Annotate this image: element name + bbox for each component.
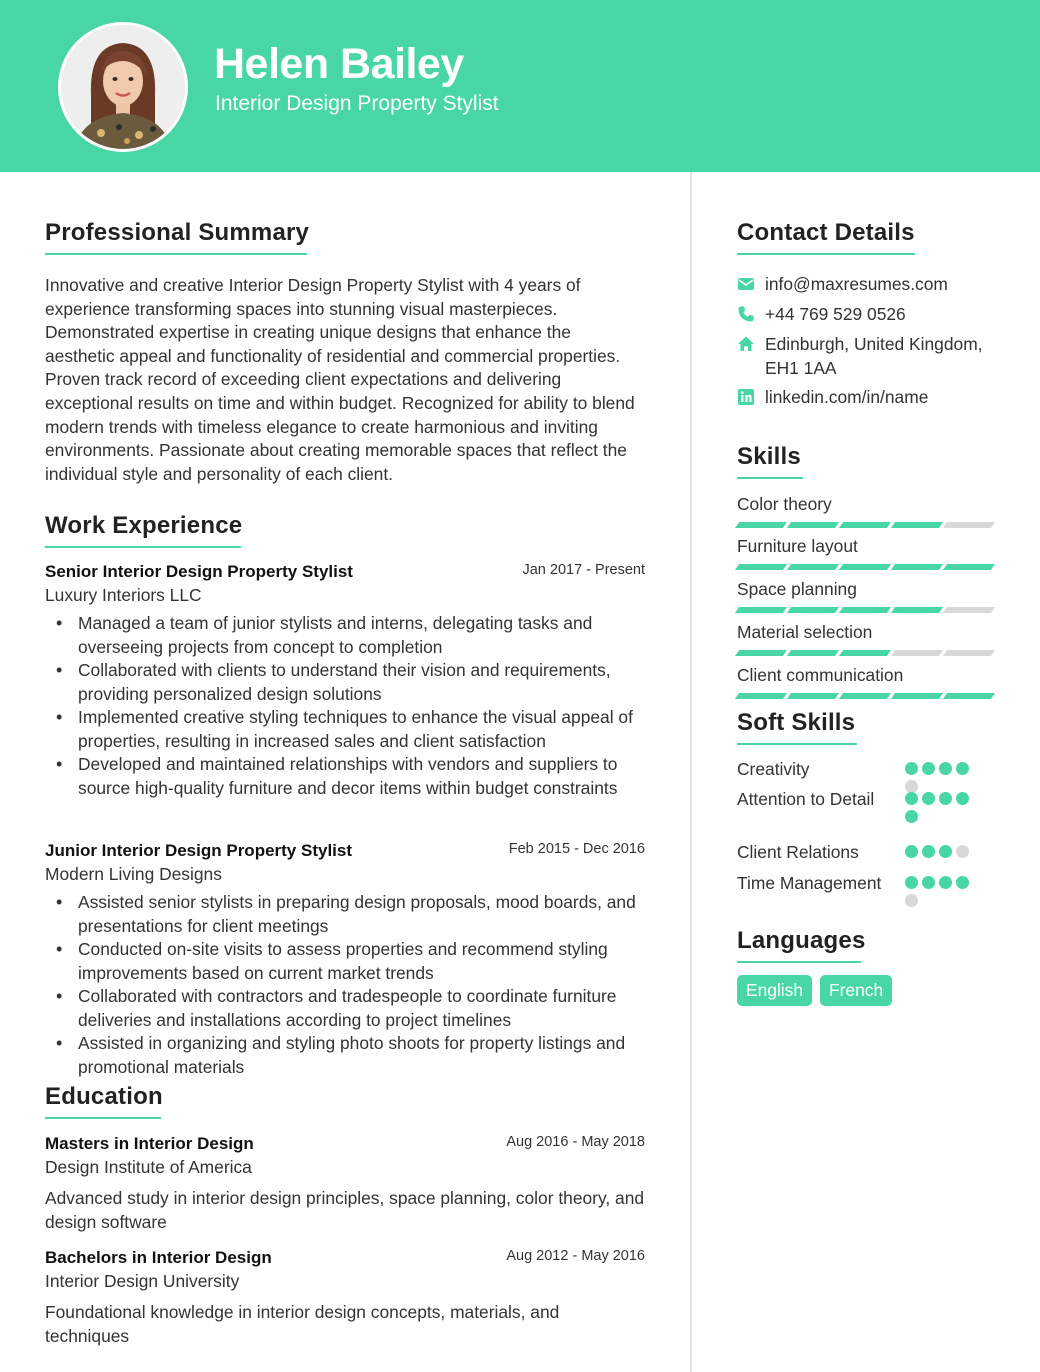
skill-item	[737, 622, 993, 656]
soft-skill-rating	[905, 792, 985, 828]
school-name: Interior Design University	[45, 1271, 240, 1291]
job-bullet: • Conducted on-site visits to assess properties and recommend styling improvements based on current market trends	[45, 938, 645, 985]
rating-dot	[905, 845, 918, 858]
skill-level-segment	[839, 564, 891, 570]
email-icon	[737, 275, 755, 293]
summary-heading: Professional Summary	[45, 219, 309, 255]
job-title: Junior Interior Design Property Stylist	[45, 841, 353, 860]
job-bullet: • Managed a team of junior stylists and interns, delegating tasks and overseeing projects from concept to completion	[45, 612, 645, 659]
job-entry	[45, 841, 645, 1079]
soft-skills-heading: Soft Skills	[737, 709, 857, 745]
degree-description: Foundational knowledge in interior design concepts, materials, and techniques	[45, 1302, 560, 1346]
soft-skill-item	[737, 758, 997, 781]
soft-skill-item	[737, 788, 997, 811]
skill-level-segment	[839, 693, 891, 699]
school-name: Design Institute of America	[45, 1157, 252, 1177]
degree-title: Masters in Interior Design	[45, 1134, 254, 1153]
resume-header	[0, 0, 1040, 172]
contact-address: Edinburgh, United Kingdom, EH1 1AA	[737, 333, 1007, 380]
skill-item	[737, 665, 993, 699]
skill-item	[737, 494, 993, 528]
profile-photo	[58, 22, 188, 152]
skill-level-segment	[839, 522, 891, 528]
skill-level-segment	[787, 650, 839, 656]
summary-text: Innovative and creative Interior Design Property Stylist with 4 years of experience transforming spaces into stunning visual masterpieces. Demonstrated expertise in creating unique designs that enhance the aesthetic appeal and functionality of residential and commercial properties. Proven track record of exceeding client expectations and delivering exceptional results on time and within budget. Recognized for ability to blend modern trends with timeless elegance to create harmonious and inviting environments. Passionate about creating memorable spaces that reflect the individual style and personality of each client.	[45, 275, 635, 484]
skill-level-segment	[943, 693, 995, 699]
education-entry	[45, 1134, 645, 1234]
skill-level-bar	[737, 607, 993, 613]
skill-level-segment	[735, 693, 787, 699]
rating-dot	[956, 792, 969, 805]
rating-dot	[922, 876, 935, 889]
skill-level-segment	[735, 522, 787, 528]
soft-skill-name: Creativity	[737, 759, 810, 779]
rating-dot	[905, 810, 918, 823]
rating-dot	[905, 876, 918, 889]
soft-skill-item	[737, 841, 997, 864]
skill-level-segment	[787, 607, 839, 613]
degree-date: Aug 2012 - May 2016	[506, 1248, 645, 1264]
skill-level-segment	[943, 522, 995, 528]
job-date: Jan 2017 - Present	[522, 562, 645, 578]
soft-skill-name: Client Relations	[737, 842, 859, 862]
skill-level-segment	[891, 607, 943, 613]
experience-heading: Work Experience	[45, 512, 242, 548]
skill-level-bar	[737, 650, 993, 656]
phone-icon	[737, 305, 755, 323]
skill-name: Color theory	[737, 494, 832, 514]
language-badge: English	[737, 975, 812, 1006]
rating-dot	[939, 762, 952, 775]
skill-name: Furniture layout	[737, 536, 858, 556]
skill-name: Material selection	[737, 622, 873, 642]
skill-level-segment	[839, 607, 891, 613]
rating-dot	[922, 845, 935, 858]
job-entry	[45, 562, 645, 800]
rating-dot	[956, 762, 969, 775]
linkedin-icon	[737, 388, 755, 406]
skill-level-bar	[737, 693, 993, 699]
contact-email[interactable]: info@maxresumes.com	[737, 273, 1007, 297]
job-date: Feb 2015 - Dec 2016	[508, 841, 645, 857]
skill-item	[737, 579, 993, 613]
job-bullet: • Assisted in organizing and styling photo shoots for property listings and promotional materials	[45, 1032, 645, 1079]
soft-skill-rating	[905, 876, 985, 912]
job-bullets	[45, 612, 645, 800]
rating-dot	[956, 845, 969, 858]
degree-date: Aug 2016 - May 2018	[506, 1134, 645, 1150]
contact-phone[interactable]: +44 769 529 0526	[737, 303, 1007, 327]
skill-level-segment	[943, 564, 995, 570]
skill-item	[737, 536, 993, 570]
skill-level-segment	[891, 522, 943, 528]
home-icon	[737, 335, 755, 353]
skill-name: Client communication	[737, 665, 904, 685]
skill-level-segment	[943, 650, 995, 656]
contact-heading: Contact Details	[737, 219, 915, 255]
job-bullet: • Collaborated with contractors and tradespeople to coordinate furniture deliveries and installations according to project timelines	[45, 985, 645, 1032]
job-bullet: • Implemented creative styling techniques to enhance the visual appeal of properties, resulting in increased sales and client satisfaction	[45, 706, 645, 753]
job-title: Senior Interior Design Property Stylist	[45, 562, 353, 581]
soft-skill-name: Time Management	[737, 873, 882, 893]
skills-heading: Skills	[737, 443, 803, 479]
job-company: Luxury Interiors LLC	[45, 585, 202, 605]
skill-level-segment	[891, 564, 943, 570]
rating-dot	[939, 845, 952, 858]
skill-level-bar	[737, 522, 993, 528]
skill-level-segment	[787, 693, 839, 699]
rating-dot	[905, 792, 918, 805]
job-bullet: • Developed and maintained relationships with vendors and suppliers to source high-quality furniture and decor items within budget constraints	[45, 753, 645, 800]
skill-name: Space planning	[737, 579, 857, 599]
skill-level-segment	[735, 650, 787, 656]
skill-level-segment	[787, 564, 839, 570]
language-list	[737, 975, 892, 1006]
skill-level-segment	[943, 607, 995, 613]
soft-skill-rating	[905, 845, 985, 863]
skill-level-segment	[891, 693, 943, 699]
skill-level-segment	[735, 564, 787, 570]
soft-skill-item	[737, 872, 997, 895]
education-entry	[45, 1248, 645, 1348]
rating-dot	[905, 762, 918, 775]
candidate-role: Interior Design Property Stylist	[215, 92, 499, 115]
job-bullets	[45, 891, 645, 1079]
rating-dot	[922, 762, 935, 775]
languages-heading: Languages	[737, 927, 866, 963]
language-badge: French	[820, 975, 892, 1006]
skill-level-segment	[891, 650, 943, 656]
skill-level-segment	[839, 650, 891, 656]
degree-description: Advanced study in interior design principles, space planning, color theory, and design software	[45, 1188, 645, 1232]
skill-level-bar	[737, 564, 993, 570]
rating-dot	[956, 876, 969, 889]
rating-dot	[905, 894, 918, 907]
rating-dot	[939, 792, 952, 805]
job-bullet: • Collaborated with clients to understand their vision and requirements, providing personalized design solutions	[45, 659, 645, 706]
candidate-name: Helen Bailey	[214, 40, 464, 88]
skill-level-segment	[787, 522, 839, 528]
soft-skill-name: Attention to Detail	[737, 789, 875, 809]
contact-linkedin[interactable]: linkedin.com/in/name	[737, 386, 1007, 410]
education-heading: Education	[45, 1083, 163, 1119]
column-divider	[690, 172, 692, 1372]
rating-dot	[939, 876, 952, 889]
degree-title: Bachelors in Interior Design	[45, 1248, 272, 1267]
rating-dot	[922, 792, 935, 805]
skill-level-segment	[735, 607, 787, 613]
job-company: Modern Living Designs	[45, 864, 222, 884]
job-bullet: • Assisted senior stylists in preparing design proposals, mood boards, and presentations for client meetings	[45, 891, 645, 938]
avatar-portrait-icon	[61, 25, 185, 149]
